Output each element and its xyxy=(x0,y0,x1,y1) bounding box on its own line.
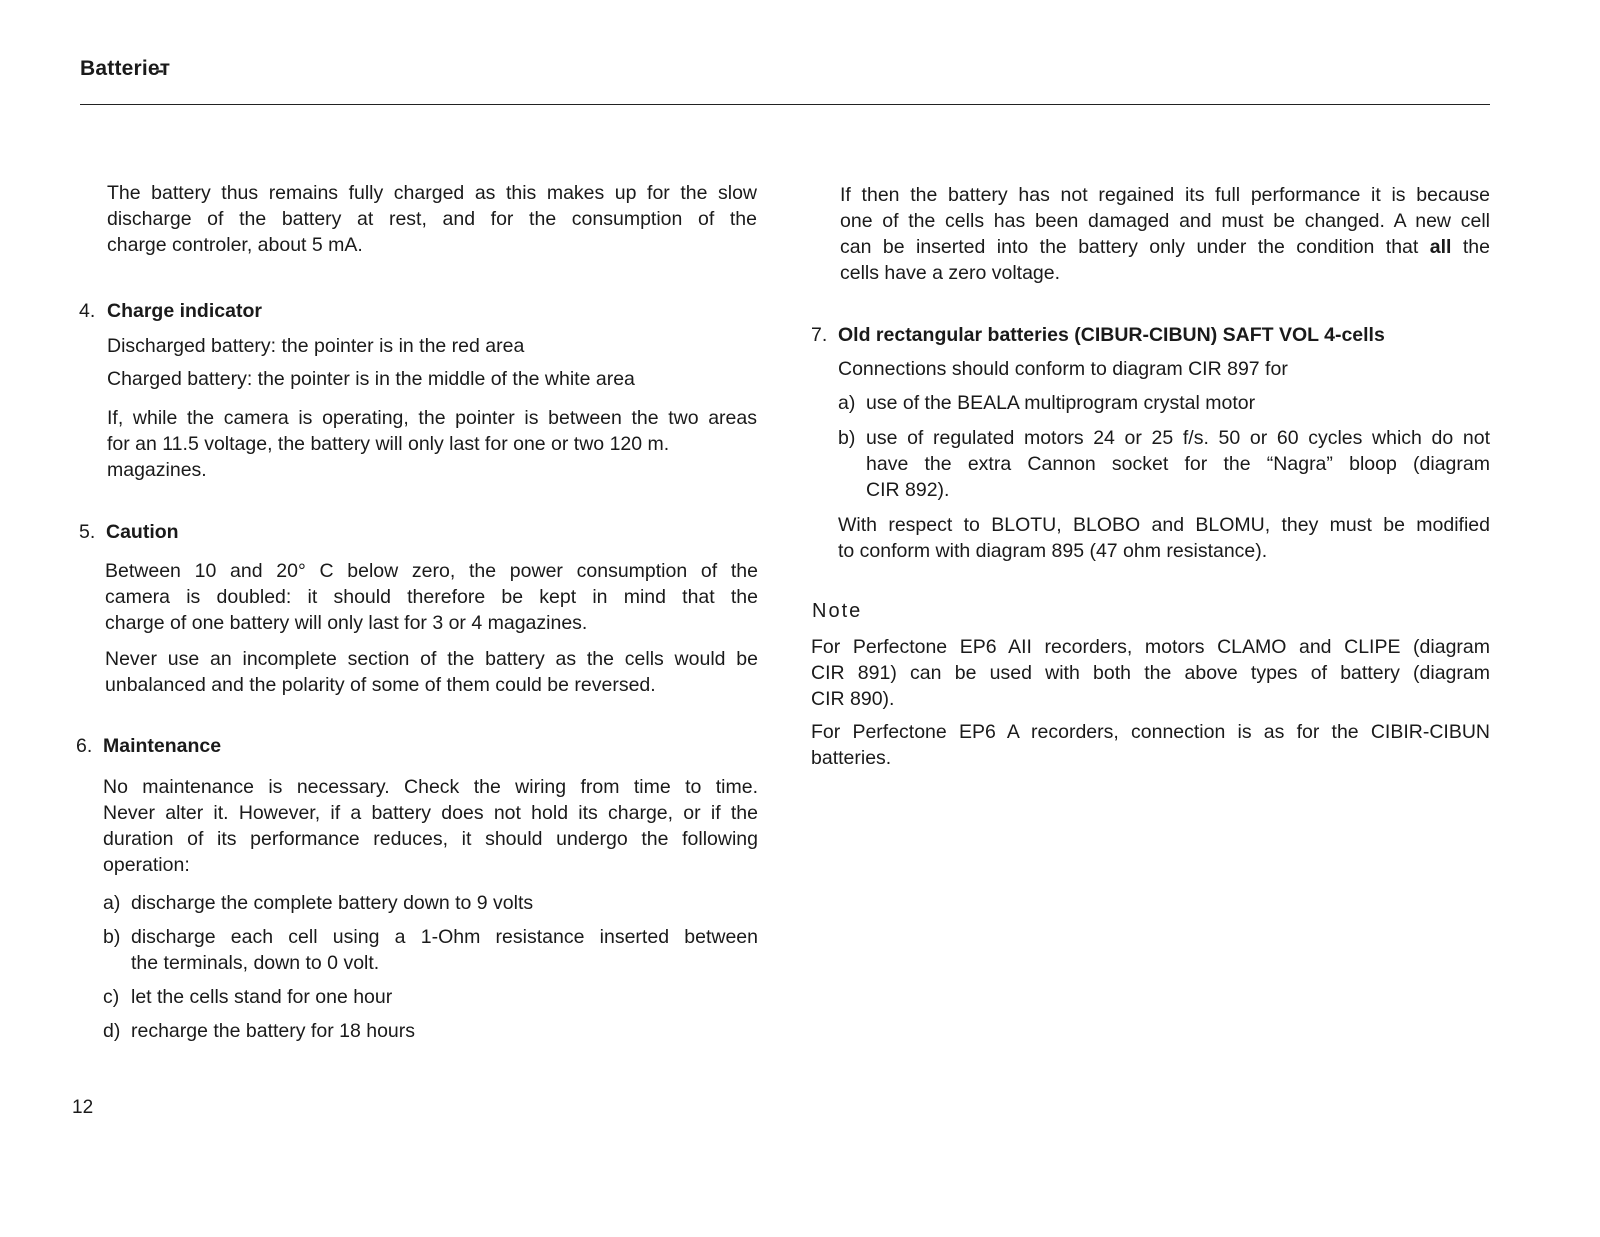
section-7-heading: Old rectangular batteries (CIBUR-CIBUN) SAFT VOL 4-cells xyxy=(838,324,1385,346)
section-4-heading: Charge indicator xyxy=(107,300,262,322)
section-4-number: 4. xyxy=(79,300,96,322)
left-intro-paragraph xyxy=(107,180,757,258)
section-7-item-b-letter: b) xyxy=(838,427,856,449)
section-6-item-c-letter: c) xyxy=(103,986,120,1008)
text-line: CIR 891) can be used with both the above types of battery (diagram xyxy=(811,662,1490,684)
text-line: If, while the camera is operating, the pointer is between the two areas xyxy=(107,407,757,429)
text-fragment: can be inserted into the battery only under the condition that xyxy=(840,236,1430,258)
section-6-paragraph xyxy=(103,774,758,878)
section-4-line-discharged: Discharged battery: the pointer is in the red area xyxy=(107,335,525,357)
page-header-title: Batterie̵т xyxy=(80,57,171,80)
text-line: duration of its performance reduces, it should undergo the following xyxy=(103,828,758,850)
section-6-number: 6. xyxy=(76,735,93,757)
note-heading: Note xyxy=(812,600,863,622)
section-6-item-d-text: recharge the battery for 18 hours xyxy=(131,1020,415,1042)
note-paragraph-2 xyxy=(811,719,1490,771)
text-line xyxy=(840,234,1490,260)
text-line: With respect to BLOTU, BLOBO and BLOMU, they must be modified xyxy=(838,514,1490,536)
text-line: the terminals, down to 0 volt. xyxy=(131,952,380,974)
section-7-item-b-text xyxy=(866,425,1490,503)
text-line: for an 11.5 voltage, the battery will only last for one or two 120 m. xyxy=(107,433,670,455)
section-7-number: 7. xyxy=(811,324,828,346)
section-7-item-a-letter: a) xyxy=(838,392,856,414)
text-line: For Perfectone EP6 AII recorders, motors CLAMO and CLIPE (diagram xyxy=(811,636,1490,658)
text-line: No maintenance is necessary. Check the wiring from time to time. xyxy=(103,776,758,798)
section-5-heading: Caution xyxy=(106,521,179,543)
section-6-item-b-letter: b) xyxy=(103,926,121,948)
text-line: charge controler, about 5 mA. xyxy=(107,234,363,256)
text-line: charge of one battery will only last for 3 or 4 magazines. xyxy=(105,612,588,634)
text-line: camera is doubled: it should therefore be kept in mind that the xyxy=(105,586,758,608)
text-line: CIR 890). xyxy=(811,688,895,710)
text-line: Between 10 and 20° C below zero, the power consumption of the xyxy=(105,560,758,582)
text-line: If then the battery has not regained its full performance it is because xyxy=(840,184,1490,206)
section-4-paragraph xyxy=(107,405,757,483)
text-line: CIR 892). xyxy=(866,479,950,501)
text-line: discharge of the battery at rest, and for the consumption of the xyxy=(107,208,757,230)
text-line: discharge each cell using a 1-Ohm resistance inserted between xyxy=(131,926,758,948)
section-6-item-b-text xyxy=(131,924,758,976)
header-divider xyxy=(80,104,1490,105)
section-6-heading: Maintenance xyxy=(103,735,222,757)
section-6-item-a-text: discharge the complete battery down to 9 volts xyxy=(131,892,534,914)
text-line: unbalanced and the polarity of some of them could be reversed. xyxy=(105,674,656,696)
section-4-line-charged: Charged battery: the pointer is in the middle of the white area xyxy=(107,368,635,390)
text-line: use of regulated motors 24 or 25 f/s. 50 or 60 cycles which do not xyxy=(866,427,1490,449)
page-number: 12 xyxy=(72,1097,94,1118)
section-5-number: 5. xyxy=(79,521,96,543)
text-line: to conform with diagram 895 (47 ohm resistance). xyxy=(838,540,1268,562)
text-line: one of the cells has been damaged and must be changed. A new cell xyxy=(840,210,1490,232)
text-line: For Perfectone EP6 A recorders, connection is as for the CIBIR-CIBUN xyxy=(811,721,1490,743)
section-5-paragraph-2 xyxy=(105,646,758,698)
text-line: have the extra Cannon socket for the “Nagra” bloop (diagram xyxy=(866,453,1490,475)
note-paragraph-1 xyxy=(811,634,1490,712)
section-6-item-c-text: let the cells stand for one hour xyxy=(131,986,393,1008)
section-6-item-d-letter: d) xyxy=(103,1020,121,1042)
text-line: The battery thus remains fully charged as this makes up for the slow xyxy=(107,182,757,204)
section-6-item-a-letter: a) xyxy=(103,892,121,914)
section-7-paragraph xyxy=(838,512,1490,564)
text-line: cells have a zero voltage. xyxy=(840,262,1061,284)
text-fragment: the xyxy=(1451,236,1490,258)
section-7-item-a-text: use of the BEALA multiprogram crystal motor xyxy=(866,392,1256,414)
text-line: Never use an incomplete section of the battery as the cells would be xyxy=(105,648,758,670)
text-line: magazines. xyxy=(107,459,207,481)
section-7-line: Connections should conform to diagram CIR 897 for xyxy=(838,358,1288,380)
text-line: operation: xyxy=(103,854,190,876)
right-intro-paragraph xyxy=(840,182,1490,286)
section-5-paragraph-1 xyxy=(105,558,758,636)
text-line: batteries. xyxy=(811,747,892,769)
emphasis-all: all xyxy=(1429,236,1452,258)
text-line: Never alter it. However, if a battery does not hold its charge, or if the xyxy=(103,802,758,824)
